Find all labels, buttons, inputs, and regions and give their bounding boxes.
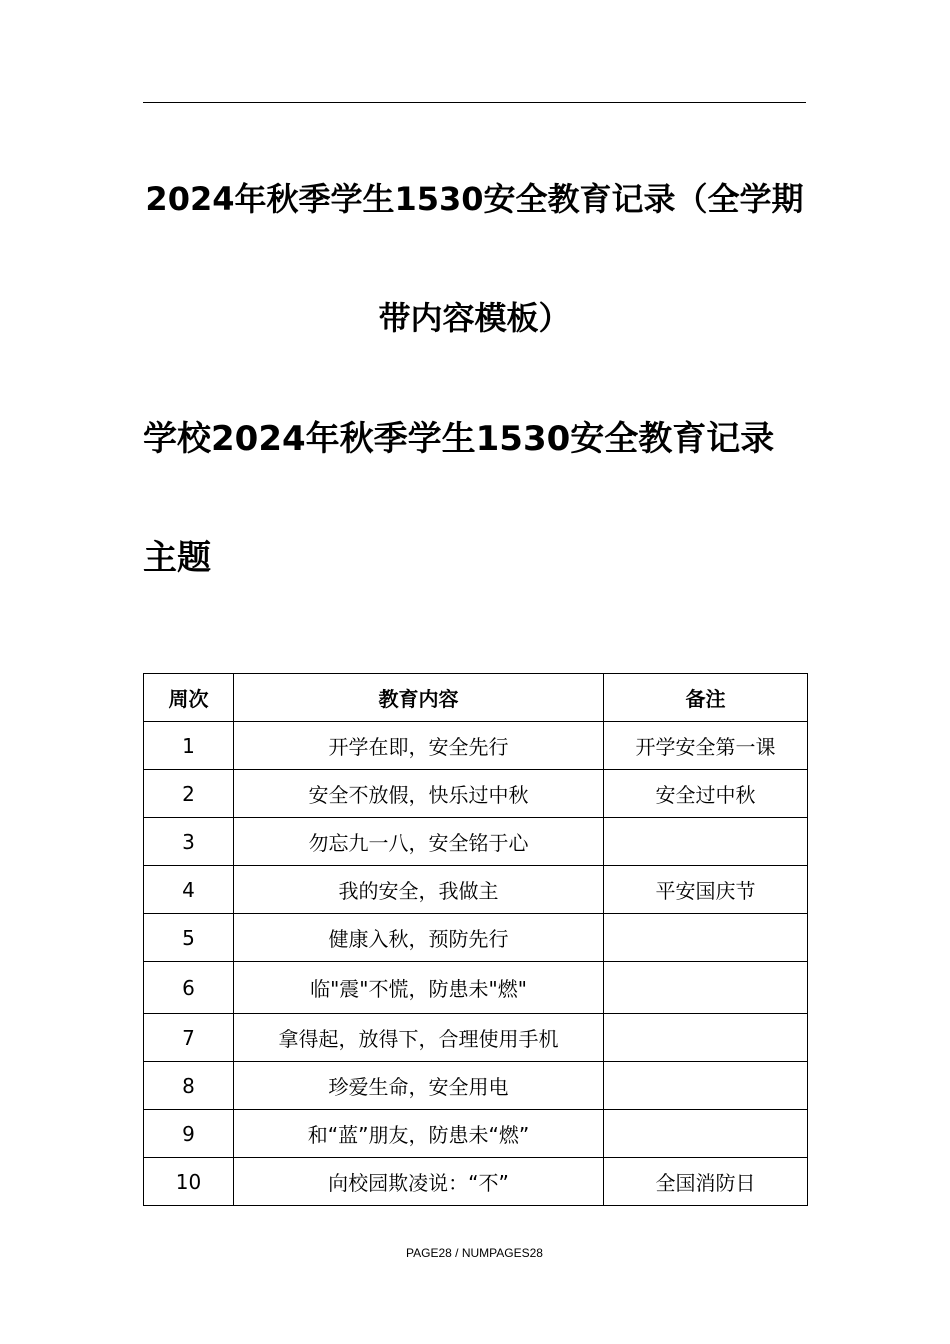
cell-week: 9 xyxy=(144,1110,234,1158)
table-row xyxy=(144,1110,808,1158)
cell-content: 珍爱生命，安全用电 xyxy=(234,1062,604,1110)
cell-content: 临"震"不慌，防患未"燃" xyxy=(234,962,604,1014)
table-row xyxy=(144,1014,808,1062)
cell-note: 开学安全第一课 xyxy=(604,722,808,770)
cell-week: 8 xyxy=(144,1062,234,1110)
cell-note: 全国消防日 xyxy=(604,1158,808,1206)
cell-note xyxy=(604,1014,808,1062)
table-row xyxy=(144,770,808,818)
header-week: 周次 xyxy=(144,674,234,722)
cell-week: 5 xyxy=(144,914,234,962)
table-row xyxy=(144,866,808,914)
cell-note xyxy=(604,1110,808,1158)
cell-note xyxy=(604,914,808,962)
cell-content: 拿得起，放得下，合理使用手机 xyxy=(234,1014,604,1062)
cell-content: 勿忘九一八，安全铭于心 xyxy=(234,818,604,866)
cell-week: 10 xyxy=(144,1158,234,1206)
cell-week: 6 xyxy=(144,962,234,1014)
section-heading: 学校2024年秋季学生1530安全教育记录主题 xyxy=(143,419,775,578)
table-row xyxy=(144,818,808,866)
header-rule xyxy=(143,102,806,103)
education-records-table xyxy=(143,673,808,1206)
cell-content: 我的安全，我做主 xyxy=(234,866,604,914)
cell-note: 平安国庆节 xyxy=(604,866,808,914)
cell-week: 3 xyxy=(144,818,234,866)
cell-week: 2 xyxy=(144,770,234,818)
cell-week: 1 xyxy=(144,722,234,770)
table-row xyxy=(144,962,808,1014)
header-note: 备注 xyxy=(604,674,808,722)
cell-content: 健康入秋，预防先行 xyxy=(234,914,604,962)
cell-content: 安全不放假，快乐过中秋 xyxy=(234,770,604,818)
cell-content: 向校园欺凌说：“不” xyxy=(234,1158,604,1206)
cell-content: 开学在即，安全先行 xyxy=(234,722,604,770)
table-row xyxy=(144,914,808,962)
table-row xyxy=(144,1062,808,1110)
document-title: 2024年秋季学生1530安全教育记录（全学期带内容模板） xyxy=(145,180,804,337)
cell-note: 安全过中秋 xyxy=(604,770,808,818)
cell-content: 和“蓝”朋友，防患未“燃” xyxy=(234,1110,604,1158)
cell-week: 4 xyxy=(144,866,234,914)
cell-week: 7 xyxy=(144,1014,234,1062)
cell-note xyxy=(604,818,808,866)
table-row xyxy=(144,1158,808,1206)
header-content: 教育内容 xyxy=(234,674,604,722)
page-number-footer: PAGE28 / NUMPAGES28 xyxy=(406,1246,543,1260)
cell-note xyxy=(604,1062,808,1110)
table-header-row xyxy=(144,674,808,722)
table-row xyxy=(144,722,808,770)
cell-note xyxy=(604,962,808,1014)
